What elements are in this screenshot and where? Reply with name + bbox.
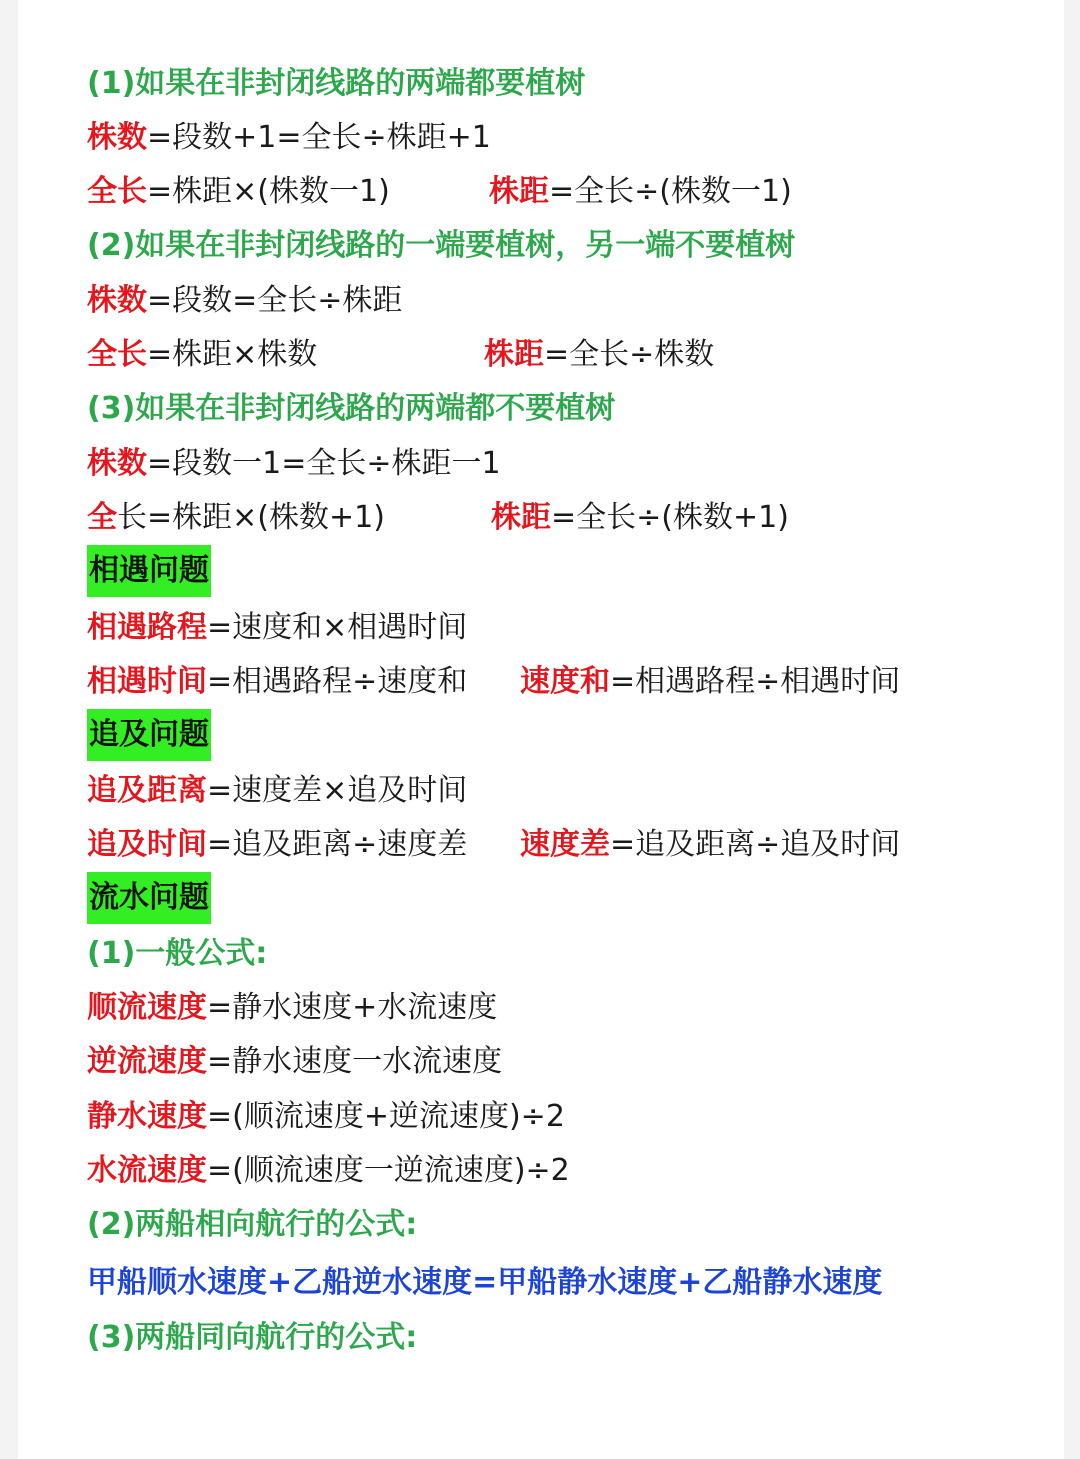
blue-formula-line [87,1259,882,1307]
term-highlight: 相遇时间 [87,664,207,699]
term-highlight: 全长 [87,337,147,372]
formula-line [87,984,497,1032]
term-highlight: 株距 [484,337,544,372]
formula-second-column [484,331,714,379]
term-highlight: 速度和 [520,664,610,699]
formula-second-column [520,821,900,869]
formula-text: =株距×株数 [147,337,318,372]
formula-text: =段数+1=全长÷株距+1 [147,120,491,155]
term-highlight: 速度差 [520,827,610,862]
heading-text: (1)如果在非封闭线路的两端都要植树 [87,66,586,101]
term-highlight: 株数 [87,283,147,318]
term-highlight: 株数 [87,120,147,155]
formula-text: =全长÷株数 [544,337,715,372]
formula-text: =全长÷(株数一1) [549,174,792,209]
formula-text: 长=株距×(株数+1) [117,500,385,535]
term-highlight: 静水速度 [87,1099,207,1134]
term-highlight: 相遇路程 [87,610,207,645]
formula-line [87,1147,570,1195]
formula-text: =静水速度一水流速度 [207,1044,503,1079]
formula-line [87,168,987,216]
formula-text: =段数=全长÷株距 [147,283,403,318]
formula-second-column [491,494,789,542]
heading-text: (2)如果在非封闭线路的一端要植树，另一端不要植树 [87,228,796,263]
term-highlight: 顺流速度 [87,990,207,1025]
term-highlight: 水流速度 [87,1153,207,1188]
term-highlight: 株数 [87,446,147,481]
formula-line [87,1093,565,1141]
heading-text: (3)如果在非封闭线路的两端都不要植树 [87,391,616,426]
formula-text: =速度和×相遇时间 [207,610,468,645]
formula-text: =株距×(株数一1) [147,174,390,209]
formula-text: =(顺流速度+逆流速度)÷2 [207,1099,565,1134]
heading-text: (2)两船相向航行的公式: [87,1207,418,1242]
section-line [87,872,211,926]
formula-line [87,277,402,325]
section-title: 相遇问题 [87,545,211,597]
formula-line [87,767,467,815]
formula-text: =(顺流速度一逆流速度)÷2 [207,1153,570,1188]
term-highlight: 全 [87,500,117,535]
term-highlight: 追及时间 [87,827,207,862]
term-highlight: 株距 [491,500,551,535]
section-line [87,709,211,763]
formula-line [87,604,467,652]
formula-text: =追及距离÷追及时间 [610,827,901,862]
blue-formula-text: 甲船顺水速度+乙船逆水速度=甲船静水速度+乙船静水速度 [87,1265,883,1300]
formula-second-column [489,168,792,216]
formula-line [87,821,987,869]
heading-line [87,1314,417,1362]
section-title: 流水问题 [87,872,211,924]
formula-text: =全长÷(株数+1) [551,500,789,535]
formula-text: =相遇路程÷相遇时间 [610,664,901,699]
term-highlight: 逆流速度 [87,1044,207,1079]
heading-line [87,1201,417,1249]
section-title: 追及问题 [87,709,211,761]
heading-text: (1)一般公式: [87,936,268,971]
formula-line [87,658,987,706]
heading-line [87,222,795,270]
heading-line [87,930,267,978]
formula-text: =段数一1=全长÷株距一1 [147,446,501,481]
term-highlight: 追及距离 [87,773,207,808]
heading-text: (3)两船同向航行的公式: [87,1320,418,1355]
heading-line [87,385,615,433]
section-line [87,545,211,599]
heading-line [87,60,585,108]
term-highlight: 株距 [489,174,549,209]
formula-second-column [520,658,900,706]
term-highlight: 全长 [87,174,147,209]
formula-text: =追及距离÷速度差 [207,827,468,862]
formula-text: =静水速度+水流速度 [207,990,498,1025]
formula-text: =速度差×追及时间 [207,773,468,808]
formula-line [87,331,987,379]
formula-text: =相遇路程÷速度和 [207,664,468,699]
formula-line [87,1038,502,1086]
formula-line [87,114,491,162]
formula-line [87,494,987,542]
formula-line [87,440,501,488]
